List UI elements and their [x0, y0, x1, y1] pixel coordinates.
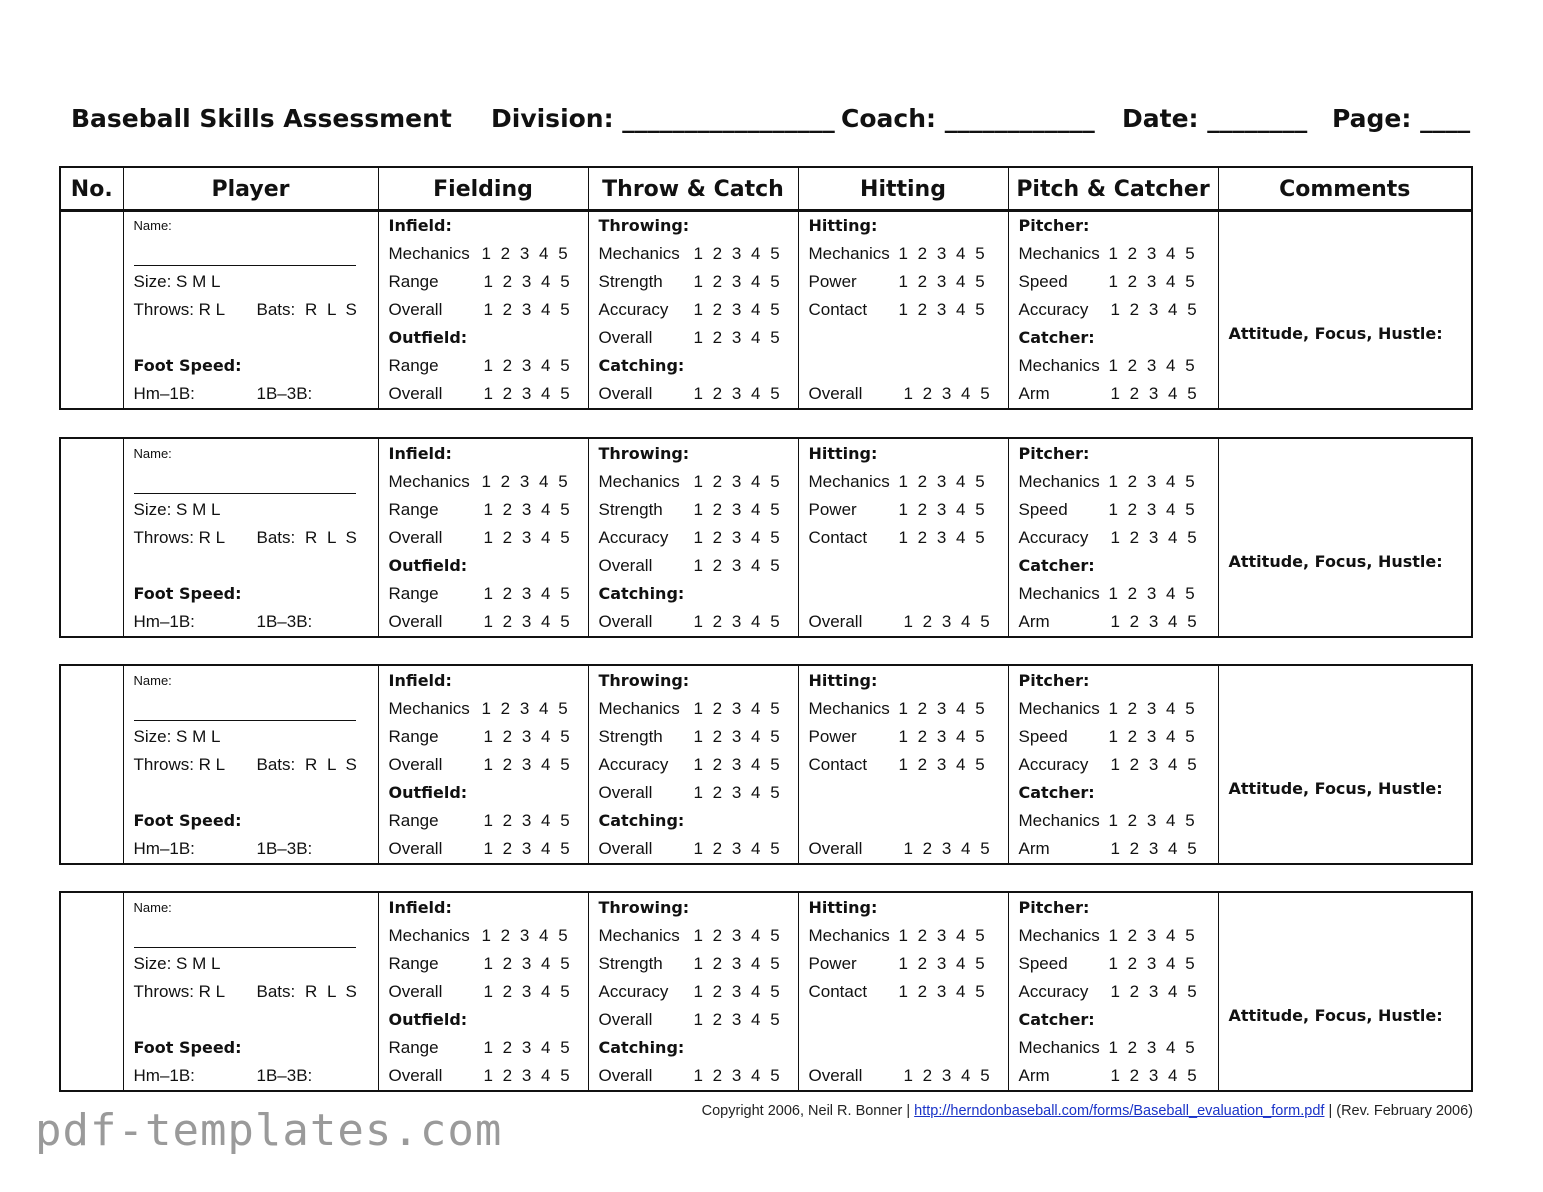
pitcher-accuracy-rating[interactable]: 1 2 3 4 5 [1110, 528, 1197, 547]
throw-catch-cell [588, 892, 798, 1091]
catcher-arm-rating[interactable]: 1 2 3 4 5 [1110, 1066, 1197, 1085]
outfield-range-label: Range [388, 584, 439, 603]
throwing-strength-label: Strength [598, 500, 663, 519]
pitcher-speed-label: Speed [1018, 272, 1068, 291]
throwing-mechanics-rating[interactable]: 1 2 3 4 5 [693, 699, 780, 718]
hitting-overall-rating[interactable]: 1 2 3 4 5 [903, 1066, 990, 1085]
player-number-cell[interactable] [60, 892, 123, 1091]
bats-options[interactable]: Bats: R L S [256, 528, 357, 547]
home-to-first-field[interactable]: Hm–1B: [133, 612, 195, 631]
column-no: No. [60, 167, 123, 212]
outfield-overall-label: Overall [388, 1066, 443, 1085]
hitting-overall-rating[interactable]: 1 2 3 4 5 [903, 839, 990, 858]
hitting-overall-label: Overall [808, 1066, 863, 1085]
player-cell [123, 892, 378, 1091]
pitch-catcher-cell [1008, 210, 1218, 409]
throwing-overall-label: Overall [598, 1010, 653, 1029]
fielding-cell [378, 892, 588, 1091]
throwing-overall-rating[interactable]: 1 2 3 4 5 [693, 556, 780, 575]
catching-overall-label: Overall [598, 839, 653, 858]
bats-options[interactable]: Bats: R L S [256, 755, 357, 774]
name-label: Name: [133, 673, 172, 688]
infield-overall-rating[interactable]: 1 2 3 4 5 [483, 528, 570, 547]
infield-overall-label: Overall [388, 300, 443, 319]
name-input-line[interactable] [134, 720, 356, 721]
hitting-power-label: Power [808, 727, 857, 746]
home-to-first-field[interactable]: Hm–1B: [133, 1066, 195, 1085]
hitting-mechanics-label: Mechanics [808, 699, 890, 718]
hitting-mechanics-label: Mechanics [808, 926, 890, 945]
hitting-mechanics-rating[interactable]: 1 2 3 4 5 [898, 699, 985, 718]
infield-overall-rating[interactable]: 1 2 3 4 5 [483, 755, 570, 774]
catching-overall-rating[interactable]: 1 2 3 4 5 [693, 384, 780, 403]
throwing-mechanics-label: Mechanics [598, 244, 680, 263]
pitcher-accuracy-rating[interactable]: 1 2 3 4 5 [1110, 300, 1197, 319]
catcher-mechanics-rating[interactable]: 1 2 3 4 5 [1108, 356, 1195, 375]
throwing-accuracy-label: Accuracy [598, 755, 669, 774]
pitcher-accuracy-label: Accuracy [1018, 982, 1089, 1001]
size-options[interactable]: Size: S M L [133, 727, 221, 746]
outfield-label: Outfield: [388, 1010, 468, 1029]
hitting-overall-rating[interactable]: 1 2 3 4 5 [903, 384, 990, 403]
hitting-cell [798, 665, 1008, 864]
player-number-cell[interactable] [60, 665, 123, 864]
catcher-label: Catcher: [1018, 556, 1095, 575]
throwing-label: Throwing: [598, 444, 690, 463]
name-label: Name: [133, 446, 172, 461]
comments-cell[interactable] [1218, 210, 1472, 409]
name-label: Name: [133, 900, 172, 915]
player-number-cell[interactable] [60, 210, 123, 409]
catcher-arm-label: Arm [1018, 612, 1050, 631]
catcher-mechanics-rating[interactable]: 1 2 3 4 5 [1108, 584, 1195, 603]
catcher-label: Catcher: [1018, 1010, 1095, 1029]
catching-label: Catching: [598, 1038, 685, 1057]
size-options[interactable]: Size: S M L [133, 954, 221, 973]
throwing-mechanics-rating[interactable]: 1 2 3 4 5 [693, 472, 780, 491]
hitting-cell [798, 892, 1008, 1091]
hitting-power-rating[interactable]: 1 2 3 4 5 [898, 272, 985, 291]
first-to-third-field[interactable]: 1B–3B: [256, 1066, 313, 1085]
outfield-range-rating[interactable]: 1 2 3 4 5 [483, 584, 570, 603]
coach-field[interactable]: Coach: ____________ [841, 104, 1095, 133]
copyright-text: Copyright 2006, Neil R. Bonner | [701, 1103, 915, 1119]
column-comments: Comments [1218, 167, 1472, 212]
catching-label: Catching: [598, 356, 685, 375]
throwing-strength-rating[interactable]: 1 2 3 4 5 [693, 727, 780, 746]
catcher-mechanics-rating[interactable]: 1 2 3 4 5 [1108, 811, 1195, 830]
pitcher-label: Pitcher: [1018, 216, 1090, 235]
foot-speed-label: Foot Speed: [133, 584, 242, 603]
throwing-overall-label: Overall [598, 783, 653, 802]
pitcher-mechanics-rating[interactable]: 1 2 3 4 5 [1108, 699, 1195, 718]
throws-options[interactable]: Throws: R L [133, 300, 226, 319]
infield-mechanics-rating[interactable]: 1 2 3 4 5 [481, 244, 568, 263]
hitting-label: Hitting: [808, 671, 878, 690]
catcher-arm-rating[interactable]: 1 2 3 4 5 [1110, 612, 1197, 631]
pitcher-accuracy-label: Accuracy [1018, 300, 1089, 319]
throws-options[interactable]: Throws: R L [133, 982, 226, 1001]
throwing-strength-label: Strength [598, 727, 663, 746]
player-cell [123, 665, 378, 864]
foot-speed-label: Foot Speed: [133, 811, 242, 830]
outfield-range-label: Range [388, 356, 439, 375]
foot-speed-label: Foot Speed: [133, 1038, 242, 1057]
infield-overall-rating[interactable]: 1 2 3 4 5 [483, 982, 570, 1001]
throwing-strength-label: Strength [598, 272, 663, 291]
name-input-line[interactable] [134, 265, 356, 266]
throwing-label: Throwing: [598, 671, 690, 690]
hitting-mechanics-label: Mechanics [808, 244, 890, 263]
outfield-overall-rating[interactable]: 1 2 3 4 5 [483, 1066, 570, 1085]
pitch-catcher-cell [1008, 438, 1218, 637]
hitting-contact-label: Contact [808, 300, 868, 319]
infield-range-rating[interactable]: 1 2 3 4 5 [483, 500, 570, 519]
form-title: Baseball Skills Assessment [71, 104, 452, 133]
hitting-mechanics-rating[interactable]: 1 2 3 4 5 [898, 472, 985, 491]
throwing-strength-rating[interactable]: 1 2 3 4 5 [693, 500, 780, 519]
comments-cell[interactable] [1218, 892, 1472, 1091]
name-label: Name: [133, 218, 172, 233]
column-pitch-catcher: Pitch & Catcher [1008, 167, 1218, 212]
throwing-accuracy-rating[interactable]: 1 2 3 4 5 [693, 755, 780, 774]
infield-mechanics-rating[interactable]: 1 2 3 4 5 [481, 472, 568, 491]
throwing-overall-rating[interactable]: 1 2 3 4 5 [693, 783, 780, 802]
throwing-label: Throwing: [598, 898, 690, 917]
catcher-arm-label: Arm [1018, 839, 1050, 858]
attitude-focus-hustle-label: Attitude, Focus, Hustle: [1228, 552, 1443, 571]
throwing-mechanics-label: Mechanics [598, 926, 680, 945]
outfield-label: Outfield: [388, 328, 468, 347]
pitcher-speed-rating[interactable]: 1 2 3 4 5 [1108, 727, 1195, 746]
comments-cell[interactable] [1218, 665, 1472, 864]
column-throw-catch: Throw & Catch [588, 167, 798, 212]
infield-range-label: Range [388, 954, 439, 973]
infield-mechanics-label: Mechanics [388, 926, 470, 945]
throwing-overall-label: Overall [598, 328, 653, 347]
throwing-strength-rating[interactable]: 1 2 3 4 5 [693, 954, 780, 973]
column-fielding: Fielding [378, 167, 588, 212]
infield-label: Infield: [388, 444, 452, 463]
pitcher-mechanics-label: Mechanics [1018, 699, 1100, 718]
outfield-label: Outfield: [388, 783, 468, 802]
pitcher-mechanics-rating[interactable]: 1 2 3 4 5 [1108, 244, 1195, 263]
catcher-mechanics-label: Mechanics [1018, 811, 1100, 830]
pitcher-label: Pitcher: [1018, 898, 1090, 917]
throwing-mechanics-rating[interactable]: 1 2 3 4 5 [693, 244, 780, 263]
first-to-third-field[interactable]: 1B–3B: [256, 612, 313, 631]
throwing-overall-label: Overall [598, 556, 653, 575]
pitcher-accuracy-rating[interactable]: 1 2 3 4 5 [1110, 755, 1197, 774]
pitcher-mechanics-rating[interactable]: 1 2 3 4 5 [1108, 472, 1195, 491]
hitting-contact-label: Contact [808, 755, 868, 774]
throwing-overall-rating[interactable]: 1 2 3 4 5 [693, 1010, 780, 1029]
hitting-contact-label: Contact [808, 982, 868, 1001]
throwing-mechanics-label: Mechanics [598, 472, 680, 491]
fielding-cell [378, 438, 588, 637]
home-to-first-field[interactable]: Hm–1B: [133, 839, 195, 858]
page-field[interactable]: Page: ____ [1332, 104, 1471, 133]
throwing-overall-rating[interactable]: 1 2 3 4 5 [693, 328, 780, 347]
throwing-accuracy-rating[interactable]: 1 2 3 4 5 [693, 982, 780, 1001]
outfield-overall-label: Overall [388, 612, 443, 631]
infield-range-rating[interactable]: 1 2 3 4 5 [483, 954, 570, 973]
name-input-line[interactable] [134, 493, 356, 494]
throwing-mechanics-label: Mechanics [598, 699, 680, 718]
infield-overall-label: Overall [388, 755, 443, 774]
hitting-power-label: Power [808, 500, 857, 519]
catching-overall-rating[interactable]: 1 2 3 4 5 [693, 1066, 780, 1085]
pitcher-mechanics-label: Mechanics [1018, 244, 1100, 263]
comments-cell[interactable] [1218, 438, 1472, 637]
infield-overall-rating[interactable]: 1 2 3 4 5 [483, 300, 570, 319]
revision-text: | (Rev. February 2006) [1324, 1103, 1473, 1119]
watermark: pdf-templates.com [35, 1105, 503, 1156]
hitting-power-label: Power [808, 954, 857, 973]
player-assessment-block [59, 664, 1473, 865]
attitude-focus-hustle-label: Attitude, Focus, Hustle: [1228, 324, 1443, 343]
player-cell [123, 210, 378, 409]
infield-mechanics-label: Mechanics [388, 244, 470, 263]
player-cell [123, 438, 378, 637]
hitting-overall-rating[interactable]: 1 2 3 4 5 [903, 612, 990, 631]
infield-mechanics-label: Mechanics [388, 472, 470, 491]
pitcher-accuracy-label: Accuracy [1018, 528, 1089, 547]
catching-label: Catching: [598, 811, 685, 830]
catching-label: Catching: [598, 584, 685, 603]
catcher-mechanics-label: Mechanics [1018, 584, 1100, 603]
pitcher-accuracy-rating[interactable]: 1 2 3 4 5 [1110, 982, 1197, 1001]
pitcher-speed-label: Speed [1018, 500, 1068, 519]
hitting-contact-label: Contact [808, 528, 868, 547]
infield-mechanics-rating[interactable]: 1 2 3 4 5 [481, 926, 568, 945]
infield-mechanics-label: Mechanics [388, 699, 470, 718]
size-options[interactable]: Size: S M L [133, 500, 221, 519]
infield-overall-label: Overall [388, 528, 443, 547]
foot-speed-label: Foot Speed: [133, 356, 242, 375]
catcher-label: Catcher: [1018, 783, 1095, 802]
throwing-accuracy-rating[interactable]: 1 2 3 4 5 [693, 528, 780, 547]
outfield-range-rating[interactable]: 1 2 3 4 5 [483, 811, 570, 830]
hitting-mechanics-label: Mechanics [808, 472, 890, 491]
throw-catch-cell [588, 438, 798, 637]
hitting-overall-label: Overall [808, 839, 863, 858]
infield-label: Infield: [388, 898, 452, 917]
throws-options[interactable]: Throws: R L [133, 528, 226, 547]
attitude-focus-hustle-label: Attitude, Focus, Hustle: [1228, 779, 1443, 798]
hitting-power-rating[interactable]: 1 2 3 4 5 [898, 500, 985, 519]
hitting-label: Hitting: [808, 444, 878, 463]
form-header [0, 104, 1543, 140]
hitting-contact-rating[interactable]: 1 2 3 4 5 [898, 755, 985, 774]
infield-overall-label: Overall [388, 982, 443, 1001]
fielding-cell [378, 665, 588, 864]
catching-overall-label: Overall [598, 612, 653, 631]
hitting-label: Hitting: [808, 216, 878, 235]
throws-options[interactable]: Throws: R L [133, 755, 226, 774]
infield-range-label: Range [388, 500, 439, 519]
column-hitting: Hitting [798, 167, 1008, 212]
outfield-overall-label: Overall [388, 384, 443, 403]
hitting-power-rating[interactable]: 1 2 3 4 5 [898, 727, 985, 746]
first-to-third-field[interactable]: 1B–3B: [256, 839, 313, 858]
catcher-mechanics-rating[interactable]: 1 2 3 4 5 [1108, 1038, 1195, 1057]
throwing-label: Throwing: [598, 216, 690, 235]
pitcher-speed-rating[interactable]: 1 2 3 4 5 [1108, 272, 1195, 291]
pitcher-mechanics-rating[interactable]: 1 2 3 4 5 [1108, 926, 1195, 945]
hitting-cell [798, 438, 1008, 637]
throwing-accuracy-rating[interactable]: 1 2 3 4 5 [693, 300, 780, 319]
outfield-range-label: Range [388, 1038, 439, 1057]
infield-label: Infield: [388, 216, 452, 235]
infield-range-rating[interactable]: 1 2 3 4 5 [483, 727, 570, 746]
pitcher-speed-rating[interactable]: 1 2 3 4 5 [1108, 500, 1195, 519]
throwing-accuracy-label: Accuracy [598, 528, 669, 547]
hitting-cell [798, 210, 1008, 409]
catching-overall-rating[interactable]: 1 2 3 4 5 [693, 839, 780, 858]
catching-overall-label: Overall [598, 1066, 653, 1085]
pitcher-speed-label: Speed [1018, 727, 1068, 746]
bats-options[interactable]: Bats: R L S [256, 300, 357, 319]
hitting-power-rating[interactable]: 1 2 3 4 5 [898, 954, 985, 973]
hitting-contact-rating[interactable]: 1 2 3 4 5 [898, 982, 985, 1001]
outfield-label: Outfield: [388, 556, 468, 575]
catcher-arm-rating[interactable]: 1 2 3 4 5 [1110, 839, 1197, 858]
first-to-third-field[interactable]: 1B–3B: [256, 384, 313, 403]
hitting-label: Hitting: [808, 898, 878, 917]
infield-label: Infield: [388, 671, 452, 690]
catcher-mechanics-label: Mechanics [1018, 1038, 1100, 1057]
pitcher-accuracy-label: Accuracy [1018, 755, 1089, 774]
hitting-mechanics-rating[interactable]: 1 2 3 4 5 [898, 926, 985, 945]
outfield-overall-rating[interactable]: 1 2 3 4 5 [483, 384, 570, 403]
column-player: Player [123, 167, 378, 212]
throwing-mechanics-rating[interactable]: 1 2 3 4 5 [693, 926, 780, 945]
player-assessment-block [59, 891, 1473, 1092]
catcher-arm-label: Arm [1018, 1066, 1050, 1085]
throwing-strength-label: Strength [598, 954, 663, 973]
throwing-strength-rating[interactable]: 1 2 3 4 5 [693, 272, 780, 291]
pitcher-mechanics-label: Mechanics [1018, 472, 1100, 491]
copyright-footer [702, 1103, 1473, 1119]
date-field[interactable]: Date: ________ [1122, 104, 1308, 133]
outfield-overall-rating[interactable]: 1 2 3 4 5 [483, 839, 570, 858]
player-assessment-block [59, 209, 1473, 410]
pitch-catcher-cell [1008, 892, 1218, 1091]
catcher-mechanics-label: Mechanics [1018, 356, 1100, 375]
catcher-arm-label: Arm [1018, 384, 1050, 403]
hitting-mechanics-rating[interactable]: 1 2 3 4 5 [898, 244, 985, 263]
pitcher-label: Pitcher: [1018, 671, 1090, 690]
player-assessment-block [59, 437, 1473, 638]
division-field[interactable]: Division: _________________ [491, 104, 835, 133]
hitting-overall-label: Overall [808, 612, 863, 631]
catching-overall-rating[interactable]: 1 2 3 4 5 [693, 612, 780, 631]
throwing-accuracy-label: Accuracy [598, 982, 669, 1001]
fielding-cell [378, 210, 588, 409]
hitting-contact-rating[interactable]: 1 2 3 4 5 [898, 300, 985, 319]
pitcher-mechanics-label: Mechanics [1018, 926, 1100, 945]
form-url-link[interactable]: http://herndonbaseball.com/forms/Baseball_evaluation_form.pdf [914, 1103, 1325, 1119]
player-number-cell[interactable] [60, 438, 123, 637]
hitting-overall-label: Overall [808, 384, 863, 403]
catcher-arm-rating[interactable]: 1 2 3 4 5 [1110, 384, 1197, 403]
bats-options[interactable]: Bats: R L S [256, 982, 357, 1001]
outfield-range-label: Range [388, 811, 439, 830]
throw-catch-cell [588, 210, 798, 409]
column-header-row [59, 166, 1473, 212]
catching-overall-label: Overall [598, 384, 653, 403]
outfield-range-rating[interactable]: 1 2 3 4 5 [483, 1038, 570, 1057]
throw-catch-cell [588, 665, 798, 864]
catcher-label: Catcher: [1018, 328, 1095, 347]
pitcher-label: Pitcher: [1018, 444, 1090, 463]
outfield-range-rating[interactable]: 1 2 3 4 5 [483, 356, 570, 375]
infield-range-label: Range [388, 272, 439, 291]
hitting-contact-rating[interactable]: 1 2 3 4 5 [898, 528, 985, 547]
size-options[interactable]: Size: S M L [133, 272, 221, 291]
infield-range-rating[interactable]: 1 2 3 4 5 [483, 272, 570, 291]
outfield-overall-label: Overall [388, 839, 443, 858]
infield-mechanics-rating[interactable]: 1 2 3 4 5 [481, 699, 568, 718]
attitude-focus-hustle-label: Attitude, Focus, Hustle: [1228, 1006, 1443, 1025]
name-input-line[interactable] [134, 947, 356, 948]
hitting-power-label: Power [808, 272, 857, 291]
infield-range-label: Range [388, 727, 439, 746]
outfield-overall-rating[interactable]: 1 2 3 4 5 [483, 612, 570, 631]
pitcher-speed-label: Speed [1018, 954, 1068, 973]
pitch-catcher-cell [1008, 665, 1218, 864]
throwing-accuracy-label: Accuracy [598, 300, 669, 319]
pitcher-speed-rating[interactable]: 1 2 3 4 5 [1108, 954, 1195, 973]
home-to-first-field[interactable]: Hm–1B: [133, 384, 195, 403]
